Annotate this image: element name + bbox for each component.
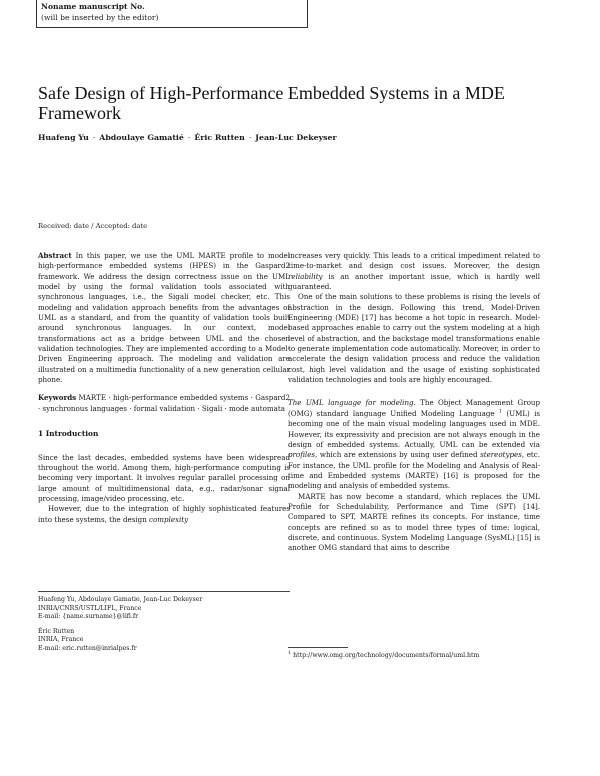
affiliation-2-name: Éric Rutten xyxy=(38,627,75,635)
uml-italic-stereotypes: stereotypes xyxy=(480,450,522,460)
footnote xyxy=(288,649,548,660)
left-column xyxy=(38,251,290,525)
footnote-divider xyxy=(288,647,348,648)
uml-text-c: , which are extensions by using user defined xyxy=(315,450,478,460)
section-heading-introduction: 1 Introduction xyxy=(38,429,99,439)
intro-p2-italic-reliability: reliability xyxy=(288,271,323,281)
author-3: Éric Rutten xyxy=(194,133,245,142)
intro-p2-italic: complexity xyxy=(149,514,189,524)
uml-text-b: (UML) is becoming one of the main visual modeling languages used in MDE. However, its expressivity and precision are not always enough in the design of embedded systems. Actually, UML can be extended via xyxy=(288,408,540,449)
author-1: Huafeng Yu xyxy=(38,133,89,142)
uml-paragraph xyxy=(288,398,540,491)
received-date: Received: date / Accepted: date xyxy=(38,222,148,230)
right-column xyxy=(288,251,540,554)
affiliation-divider xyxy=(38,591,290,592)
author-separator: · xyxy=(92,133,96,142)
intro-p2-text: However, due to the integration of highly sophisticated features into these systems, the design xyxy=(38,504,290,524)
affiliation-1-names: Huafeng Yu, Abdoulaye Gamatie, Jean-Luc Dekeyser xyxy=(38,596,203,603)
intro-paragraph-2-continued xyxy=(288,251,540,292)
affiliation-1-org: INRIA/CNRS/USTL/LIFL, France xyxy=(38,604,142,612)
intro-paragraph-1: Since the last decades, embedded systems have been widespread throughout the world. Among them, high-performance computing is becoming very important. It involves regular parallel processing on large amount of multidimensional data, e.g., radar/sonar signal processing, image/video processing, etc. xyxy=(38,452,290,503)
keywords-text: MARTE · high-performance embedded systems · Gaspard2 · synchronous languages · formal validation · Sigali · mode automata xyxy=(38,393,290,413)
abstract-text: In this paper, we use the UML MARTE profile to model high-performance embedded systems (HPES) in the Gaspard2 framework. We address the design correctness issue on the UML model by using the formal validation tools associated with synchronous languages, i.e., the Sigali model checker, etc. This modeling and validation approach benefits from the advantages of UML as a standard, and from the quantity of validation tools built around synchronous languages. In our context, model transformations act as a bridge between UML and the chosen validation technologies. They are implemented according to a Model-Driven Engineering approach. The modeling and validation are illustrated on a multimedia functionality of a new generation cellular phone. xyxy=(38,251,290,385)
footnote-number: 1 xyxy=(288,649,292,656)
keywords xyxy=(38,393,290,414)
marte-paragraph: MARTE has now become a standard, which replaces the UML Profile for Schedulability, Performance and Time (SPT) [14]. Compared to SPT, MARTE refines its concepts. For instance, time concepts are refined so as to model three types of time: logical, discrete, and continuous. System Modeling Language (SysML) [15] is another OMG standard that aims to describe xyxy=(288,491,540,553)
author-4: Jean-Luc Dekeyser xyxy=(255,133,337,142)
intro-p2-cont-b: is an another important issue, which is hardly well guaranteed. xyxy=(288,271,540,292)
intro-paragraph-3: One of the main solutions to these problems is rising the levels of abstraction in the design. Following this trend, Model-Driven Engineering (MDE) [17] has become a hot topic in research. Model-based approaches enable to carry out the system modeling at a high level of abstraction, and the backstage model transformations enable to generate implementation code automatically. Moreover, in order to accelerate the design validation process and reduce the validation cost, high level validation and the usage of existing sophisticated validation technologies and tools are highly encouraged. xyxy=(288,292,540,385)
manuscript-box xyxy=(36,0,308,28)
uml-text-d: , etc. For instance, the UML profile for the Modeling and Analysis of Real-time and Embedded systems (MARTE) [16] is proposed for the modeling and analysis of embedded systems. xyxy=(288,450,540,491)
keywords-label: Keywords xyxy=(38,393,77,403)
author-2: Abdoulaye Gamatié xyxy=(99,133,184,142)
uml-italic-profiles: profiles xyxy=(288,450,316,460)
affiliations xyxy=(38,596,290,654)
intro-p2-cont-a: increases very quickly. This leads to a critical impediment related to time-to-market and design cost issues. Moreover, the design xyxy=(288,251,540,271)
footnote-mark: 1 xyxy=(498,408,503,415)
uml-heading: The UML language for modeling. xyxy=(288,398,416,408)
affiliation-2-email: E-mail: eric.rutten@inrialpes.fr xyxy=(38,644,137,652)
author-list xyxy=(38,133,337,143)
manuscript-note: (will be inserted by the editor) xyxy=(41,13,159,22)
abstract xyxy=(38,251,290,385)
intro-paragraph-2 xyxy=(38,504,290,525)
author-separator: · xyxy=(248,133,252,142)
uml-text-a: The Object Management Group (OMG) standard language Unified Modeling Language xyxy=(288,398,540,418)
abstract-label: Abstract xyxy=(38,251,72,260)
affiliation-1-email: E-mail: {name.surname}@lifl.fr xyxy=(38,613,139,621)
manuscript-number: Noname manuscript No. xyxy=(41,2,145,11)
paper-title: Safe Design of High-Performance Embedded Systems in a MDE Framework xyxy=(38,83,505,123)
author-separator: · xyxy=(187,133,191,142)
footnote-url[interactable]: http://www.omg.org/technology/documents/formal/uml.htm xyxy=(293,652,480,659)
affiliation-2-org: INRIA, France xyxy=(38,636,84,644)
